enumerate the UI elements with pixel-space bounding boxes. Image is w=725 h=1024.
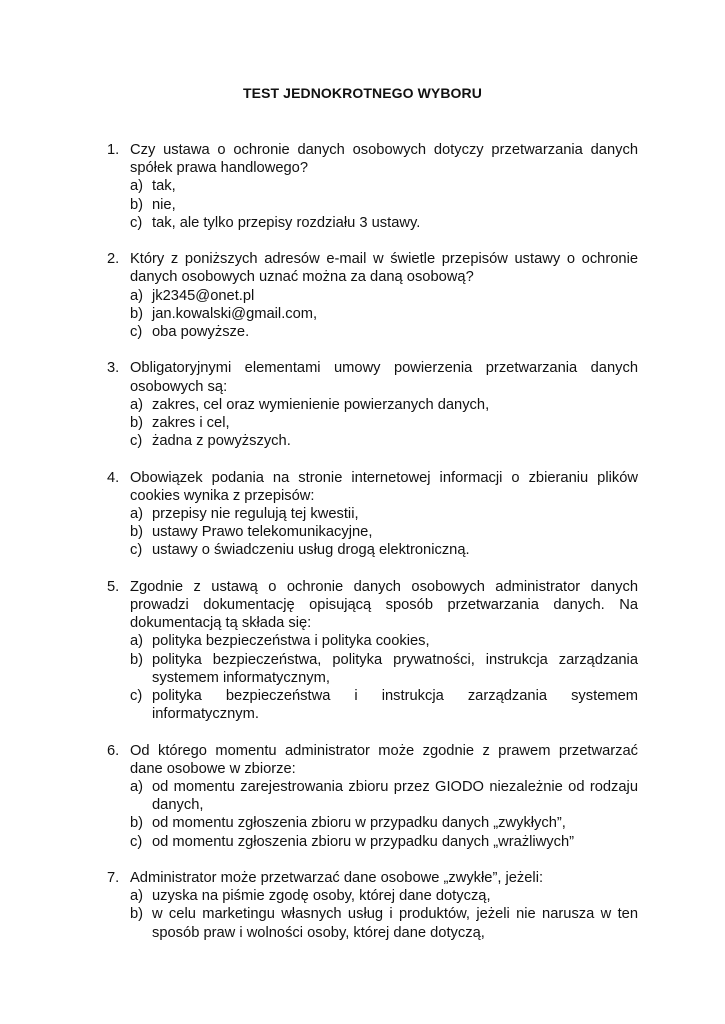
option-list (130, 287, 638, 342)
option-letter: b) (130, 415, 144, 432)
question-number: 7. (107, 870, 120, 887)
option-a (130, 396, 638, 414)
option-list (130, 396, 638, 451)
question-number: 2. (107, 251, 120, 268)
option-letter: a) (130, 287, 144, 304)
question-6 (107, 742, 638, 851)
question-7 (107, 869, 638, 942)
option-letter: a) (130, 779, 144, 796)
option-b (130, 305, 638, 323)
option-text: tak, (152, 178, 176, 195)
option-text: od momentu zgłoszenia zbioru w przypadku danych „zwykłych”, (152, 815, 566, 832)
option-text: od momentu zgłoszenia zbioru w przypadku danych „wrażliwych” (152, 833, 575, 850)
question-number: 1. (107, 142, 120, 158)
option-text: przepisy nie regulują tej kwestii, (152, 506, 359, 523)
option-a (130, 505, 638, 523)
question-text: Zgodnie z ustawą o ochronie danych osobowych administrator danych prowadzi dokumentację opisującą sposób przetwarzania danych. Na dokumentacją tą składa się: (130, 578, 638, 632)
option-text: polityka bezpieczeństwa i instrukcja zarządzania systemem informatycznym. (152, 688, 638, 723)
option-text: polityka bezpieczeństwa i polityka cookies, (152, 633, 430, 650)
option-letter: a) (130, 178, 144, 195)
option-letter: b) (130, 906, 144, 923)
option-c (130, 432, 638, 450)
option-text: uzyska na piśmie zgodę osoby, której dane dotyczą, (152, 888, 491, 905)
option-list (130, 632, 638, 723)
question-4 (107, 469, 638, 560)
option-text: jk2345@onet.pl (152, 287, 255, 304)
option-letter: b) (130, 196, 144, 213)
option-text: w celu marketingu własnych usług i produktów, jeżeli nie narusza w ten sposób praw i wolności osoby, której dane dotyczą, (152, 906, 638, 941)
option-letter: b) (130, 305, 144, 322)
question-number: 6. (107, 742, 120, 759)
option-letter: c) (130, 214, 143, 231)
option-c (130, 541, 638, 559)
option-b (130, 905, 638, 941)
option-b (130, 651, 638, 687)
question-5 (107, 578, 638, 724)
option-b (130, 196, 638, 214)
option-text: polityka bezpieczeństwa, polityka prywatności, instrukcja zarządzania systemem informatycznym, (152, 651, 638, 686)
question-3 (107, 359, 638, 450)
option-c (130, 323, 638, 341)
question-1 (107, 141, 638, 232)
option-c (130, 687, 638, 723)
option-b (130, 814, 638, 832)
option-letter: c) (130, 542, 143, 559)
question-2 (107, 250, 638, 341)
option-a (130, 887, 638, 905)
option-a (130, 632, 638, 650)
option-list (130, 177, 638, 232)
option-text: żadna z powyższych. (152, 433, 291, 450)
question-list (107, 141, 638, 960)
option-a (130, 778, 638, 814)
question-number: 3. (107, 360, 120, 377)
option-letter: c) (130, 833, 143, 850)
question-text: Obligatoryjnymi elementami umowy powierzenia przetwarzania danych osobowych są: (130, 360, 638, 395)
option-text: tak, ale tylko przepisy rozdziału 3 ustawy. (152, 214, 421, 231)
option-a (130, 287, 638, 305)
option-letter: a) (130, 633, 144, 650)
option-text: jan.kowalski@gmail.com, (152, 305, 318, 322)
option-c (130, 214, 638, 232)
option-letter: b) (130, 651, 144, 668)
option-letter: c) (130, 324, 143, 341)
option-b (130, 414, 638, 432)
question-text: Czy ustawa o ochronie danych osobowych dotyczy przetwarzania danych spółek prawa handlowego? (130, 142, 638, 177)
option-text: oba powyższe. (152, 324, 250, 341)
option-text: zakres, cel oraz wymienienie powierzanych danych, (152, 396, 490, 413)
option-c (130, 833, 638, 851)
option-letter: c) (130, 433, 143, 450)
option-text: ustawy o świadczeniu usług drogą elektroniczną. (152, 542, 470, 559)
option-letter: a) (130, 396, 144, 413)
question-text: Który z poniższych adresów e-mail w świetle przepisów ustawy o ochronie danych osobowych uznać można za daną osobową? (130, 251, 638, 286)
option-text: ustawy Prawo telekomunikacyjne, (152, 524, 373, 541)
option-text: zakres i cel, (152, 415, 230, 432)
option-letter: a) (130, 888, 144, 905)
question-text: Administrator może przetwarzać dane osobowe „zwykłe”, jeżeli: (130, 870, 544, 887)
question-number: 5. (107, 578, 120, 595)
option-letter: b) (130, 815, 144, 832)
question-number: 4. (107, 469, 120, 486)
option-text: nie, (152, 196, 176, 213)
option-text: od momentu zarejestrowania zbioru przez GIODO niezależnie od rodzaju danych, (152, 779, 638, 814)
option-list (130, 778, 638, 851)
option-letter: b) (130, 524, 144, 541)
option-list (130, 887, 638, 942)
option-b (130, 523, 638, 541)
option-letter: a) (130, 506, 144, 523)
option-a (130, 177, 638, 195)
page-title: TEST JEDNOKROTNEGO WYBORU (243, 85, 482, 101)
question-text: Obowiązek podania na stronie internetowej informacji o zbieraniu plików cookies wynika z przepisów: (130, 469, 638, 504)
option-list (130, 505, 638, 560)
option-letter: c) (130, 688, 143, 705)
question-text: Od którego momentu administrator może zgodnie z prawem przetwarzać dane osobowe w zbiorze: (130, 742, 638, 777)
